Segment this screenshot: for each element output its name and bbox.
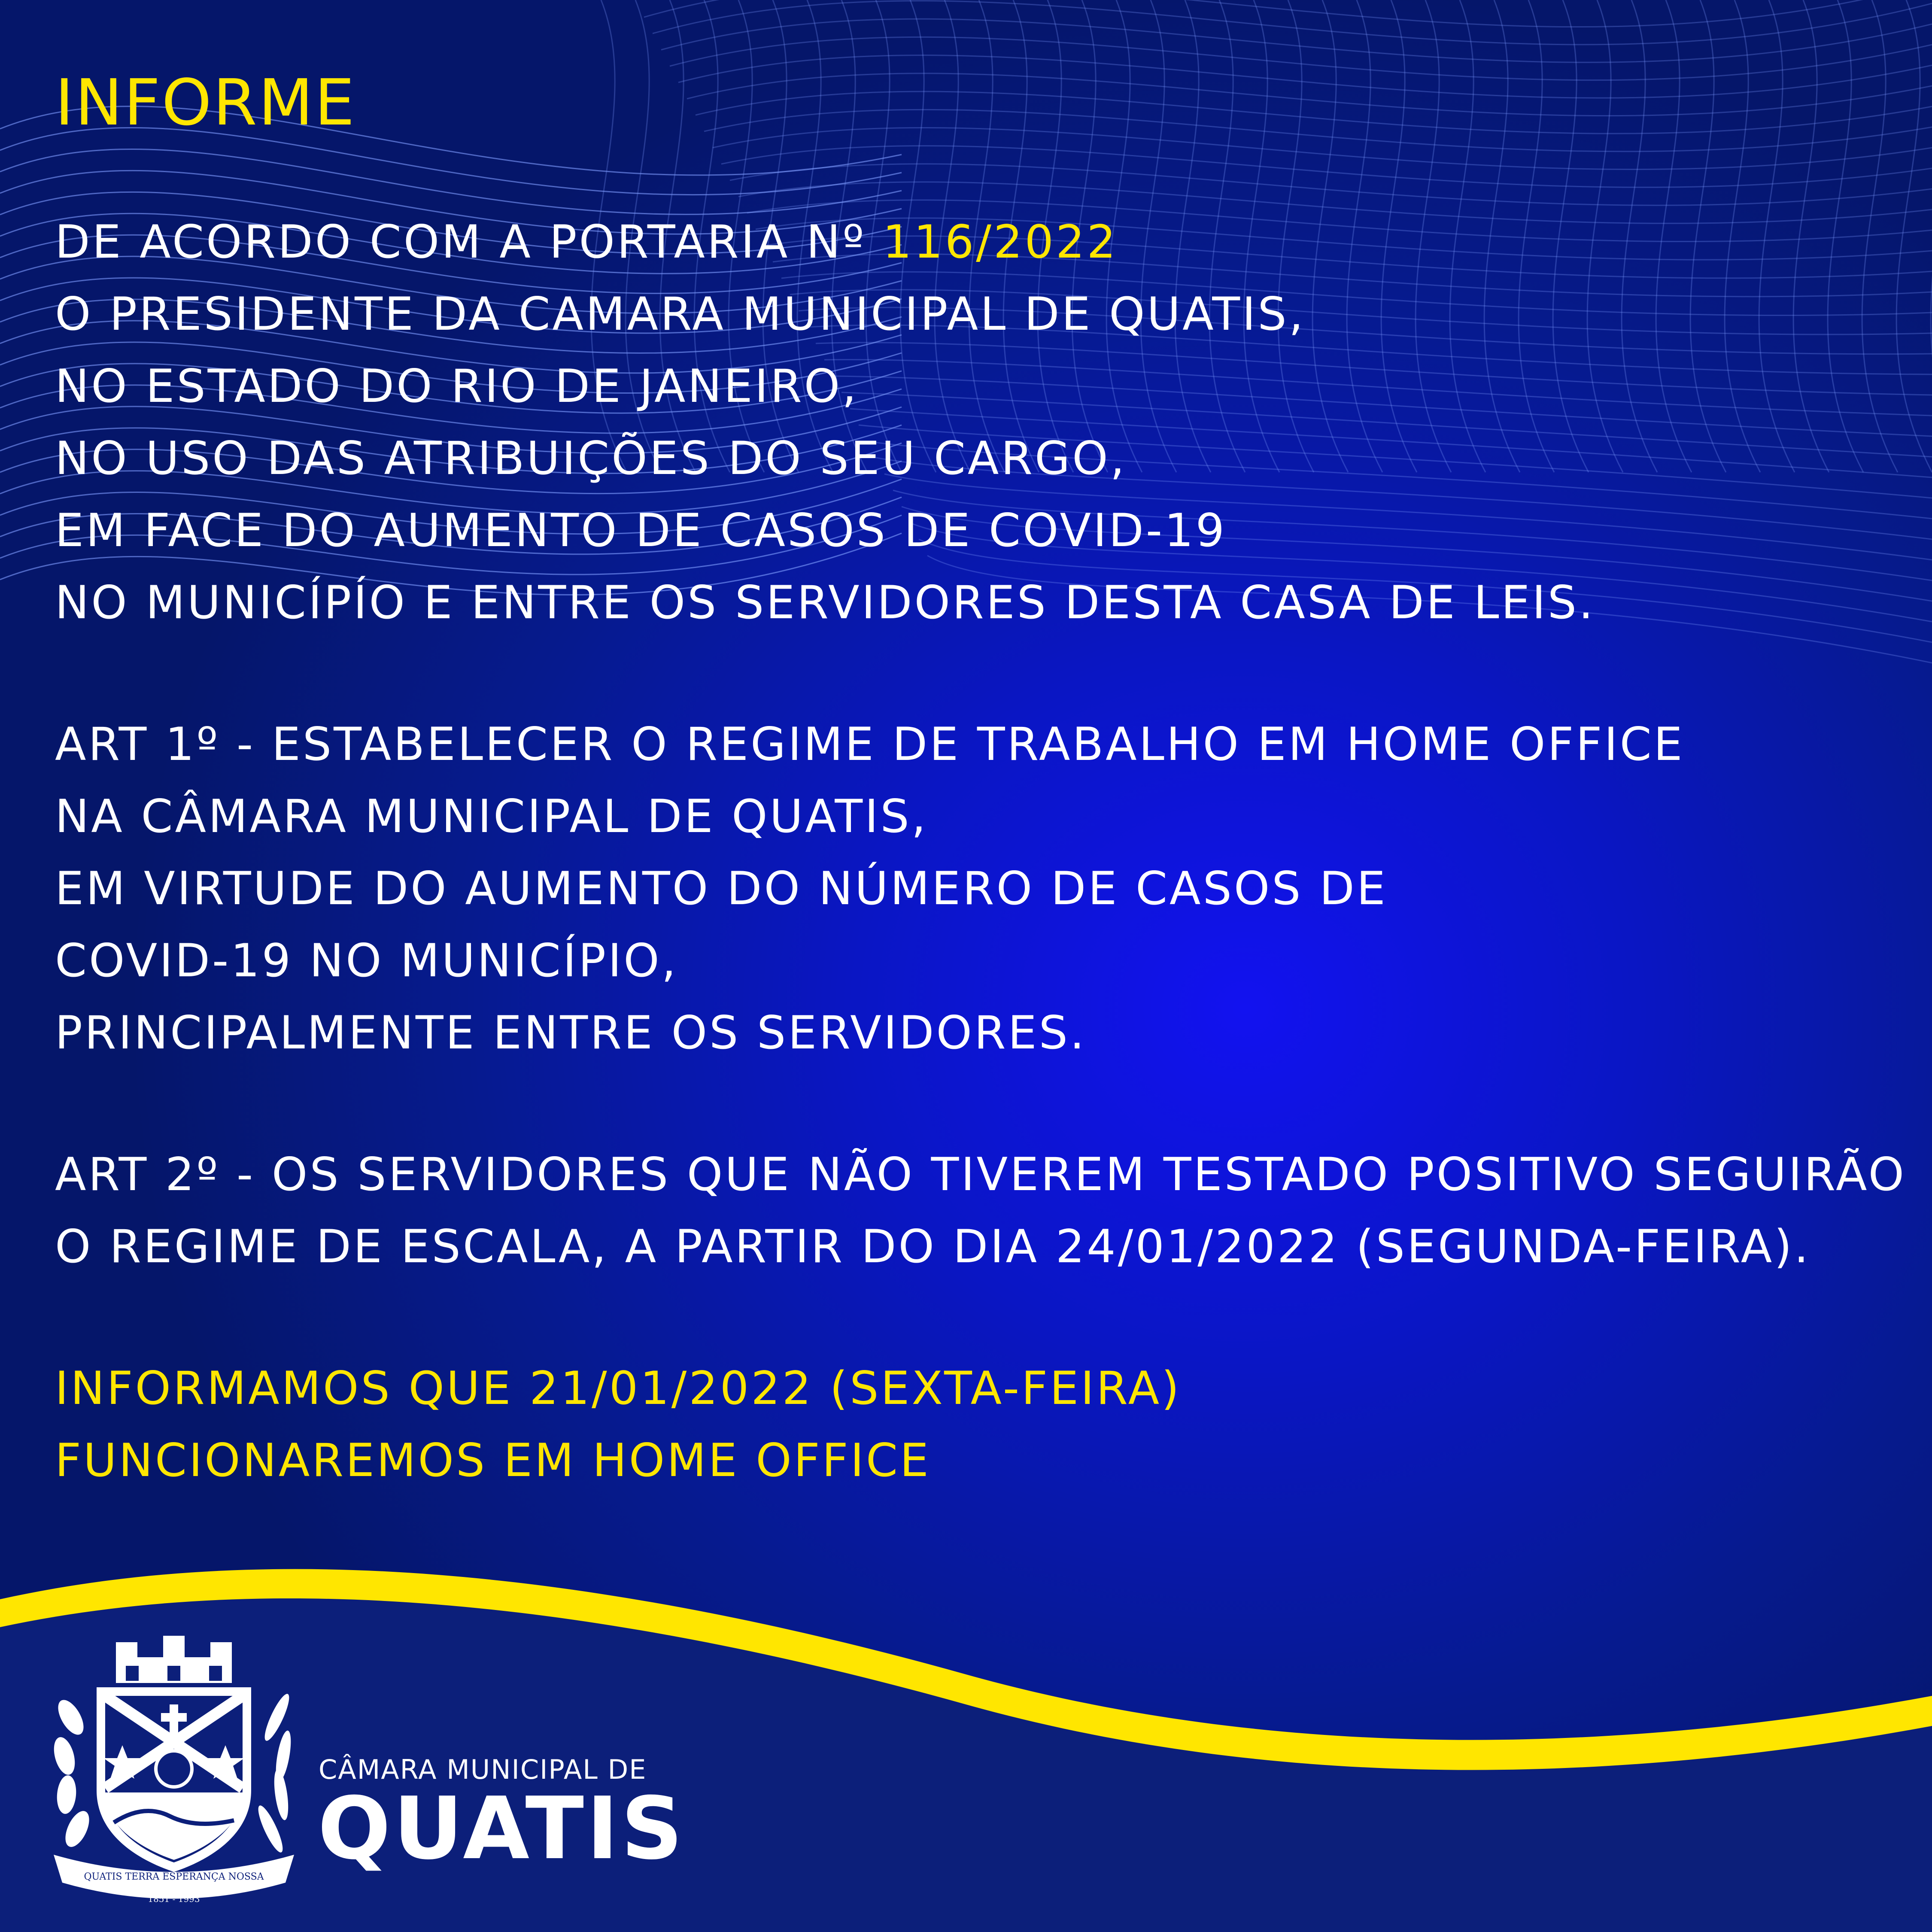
art1-line: PRINCIPALMENTE ENTRE OS SERVIDORES. bbox=[55, 1006, 1087, 1059]
notice-line: FUNCIONAREMOS EM HOME OFFICE bbox=[55, 1434, 931, 1487]
intro-line: O PRESIDENTE DA CAMARA MUNICIPAL DE QUATIS, bbox=[55, 288, 1306, 340]
art1-line: EM VIRTUDE DO AUMENTO DO NÚMERO DE CASOS DE bbox=[55, 862, 1388, 915]
crest-motto: QUATIS TERRA ESPERANÇA NOSSA bbox=[84, 1871, 264, 1882]
brand-name: QUATIS bbox=[318, 1779, 686, 1879]
brand-subtitle: CÂMARA MUNICIPAL DE bbox=[319, 1754, 647, 1785]
intro-line: NO MUNICÍPÍO E ENTRE OS SERVIDORES DESTA CASA DE LEIS. bbox=[55, 576, 1595, 629]
intro-line: EM FACE DO AUMENTO DE CASOS DE COVID-19 bbox=[55, 504, 1227, 557]
notice-body bbox=[55, 206, 1906, 1497]
art1-line: COVID-19 NO MUNICÍPIO, bbox=[55, 934, 678, 987]
intro-line bbox=[55, 206, 1906, 278]
crest-years: 1851 - 1993 bbox=[148, 1894, 200, 1904]
art1-line: ART 1º - ESTABELECER O REGIME DE TRABALHO EM HOME OFFICE bbox=[55, 718, 1685, 771]
intro-prefix: DE ACORDO COM A PORTARIA Nº bbox=[55, 216, 883, 268]
art2-line: ART 2º - OS SERVIDORES QUE NÃO TIVEREM TESTADO POSITIVO SEGUIRÃO bbox=[55, 1148, 1907, 1201]
art2-line: O REGIME DE ESCALA, A PARTIR DO DIA 24/01/2022 (SEGUNDA-FEIRA). bbox=[55, 1220, 1811, 1273]
intro-line: NO ESTADO DO RIO DE JANEIRO, bbox=[55, 360, 859, 413]
intro-line: NO USO DAS ATRIBUIÇÕES DO SEU CARGO, bbox=[55, 432, 1127, 485]
notice-line: INFORMAMOS QUE 21/01/2022 (SEXTA-FEIRA) bbox=[55, 1362, 1182, 1415]
page-title: INFORME bbox=[55, 66, 356, 140]
portaria-number: 116/2022 bbox=[882, 216, 1118, 268]
coat-of-arms-icon bbox=[41, 1631, 307, 1906]
art1-line: NA CÂMARA MUNICIPAL DE QUATIS, bbox=[55, 790, 928, 843]
